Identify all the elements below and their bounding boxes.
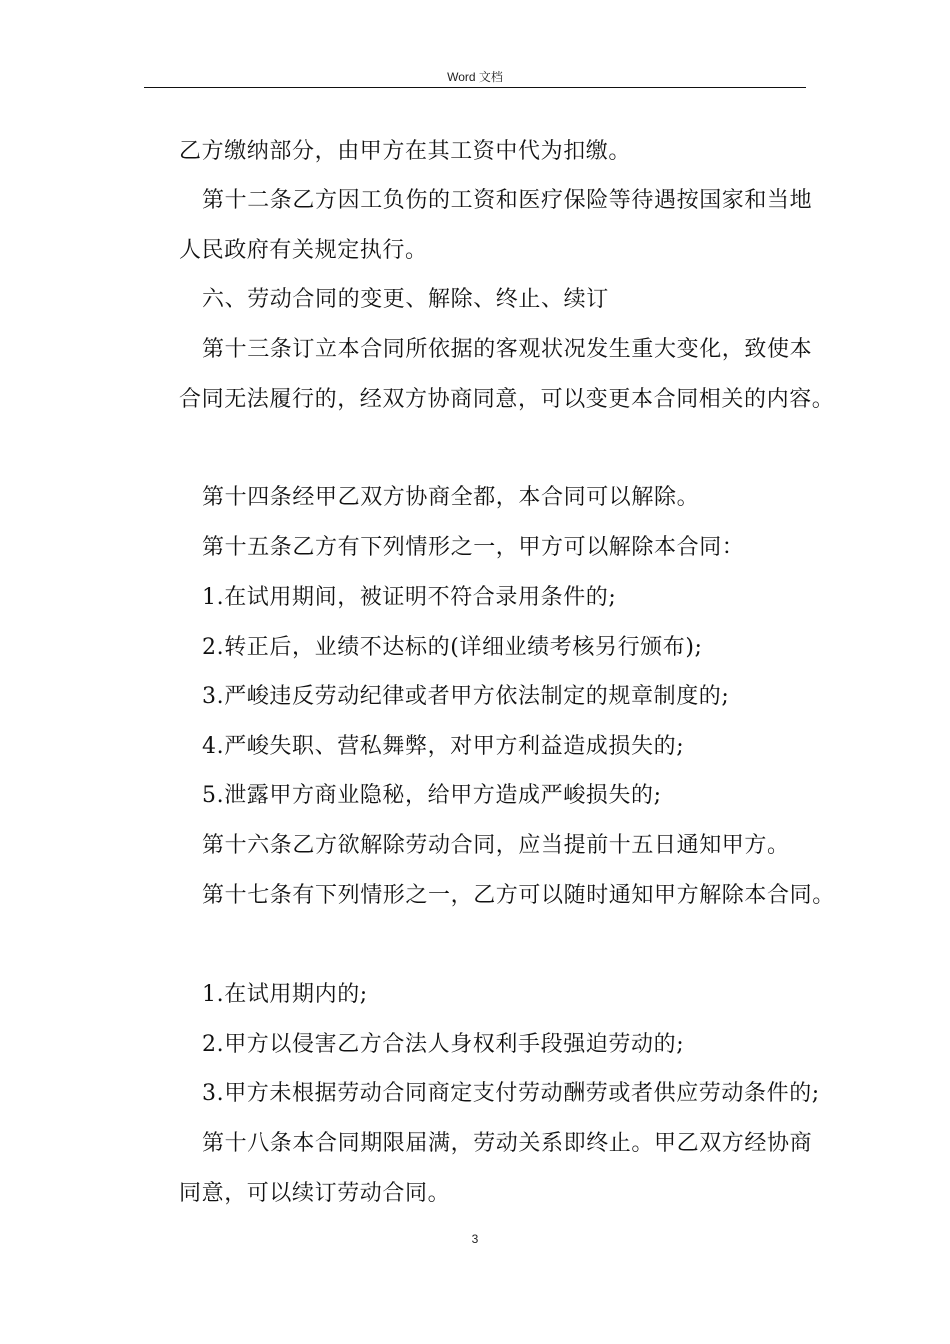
list-item: 1.在试用期间，被证明不符合录用条件的;: [202, 585, 617, 610]
text-line: 第十三条订立本合同所依据的客观状况发生重大变化，致使本: [202, 337, 813, 362]
list-item: 2.甲方以侵害乙方合法人身权利手段强迫劳动的;: [202, 1032, 685, 1057]
list-item: 5.泄露甲方商业隐秘，给甲方造成严峻损失的;: [202, 783, 662, 808]
text-line: 第十五条乙方有下列情形之一，甲方可以解除本合同：: [202, 535, 745, 560]
list-item: 3.严峻违反劳动纪律或者甲方依法制定的规章制度的;: [202, 684, 730, 709]
section-heading: 六、劳动合同的变更、解除、终止、续订: [202, 287, 609, 312]
text-line: 第十二条乙方因工负伤的工资和医疗保险等待遇按国家和当地: [202, 188, 813, 213]
list-item: 1.在试用期内的;: [202, 982, 368, 1007]
list-item: 4.严峻失职、营私舞弊，对甲方利益造成损失的;: [202, 734, 685, 759]
text-line: 同意，可以续订劳动合同。: [179, 1181, 451, 1206]
text-line: 第十六条乙方欲解除劳动合同，应当提前十五日通知甲方。: [202, 833, 790, 858]
header-divider: [144, 87, 806, 88]
header-title: Word 文档: [447, 70, 503, 84]
text-line: 第十八条本合同期限届满，劳动关系即终止。甲乙双方经协商: [202, 1131, 813, 1156]
text-line: 乙方缴纳部分，由甲方在其工资中代为扣缴。: [179, 139, 632, 164]
text-line: 第十四条经甲乙双方协商全都，本合同可以解除。: [202, 485, 700, 510]
text-line: 合同无法履行的，经双方协商同意，可以变更本合同相关的内容。: [179, 387, 835, 412]
page-number: 3: [471, 1232, 479, 1246]
text-line: 人民政府有关规定执行。: [179, 238, 428, 263]
list-item: 3.甲方未根据劳动合同商定支付劳动酬劳或者供应劳动条件的;: [202, 1081, 820, 1106]
text-line: 第十七条有下列情形之一，乙方可以随时通知甲方解除本合同。: [202, 883, 835, 908]
list-item: 2.转正后，业绩不达标的(详细业绩考核另行颁布);: [202, 635, 703, 660]
